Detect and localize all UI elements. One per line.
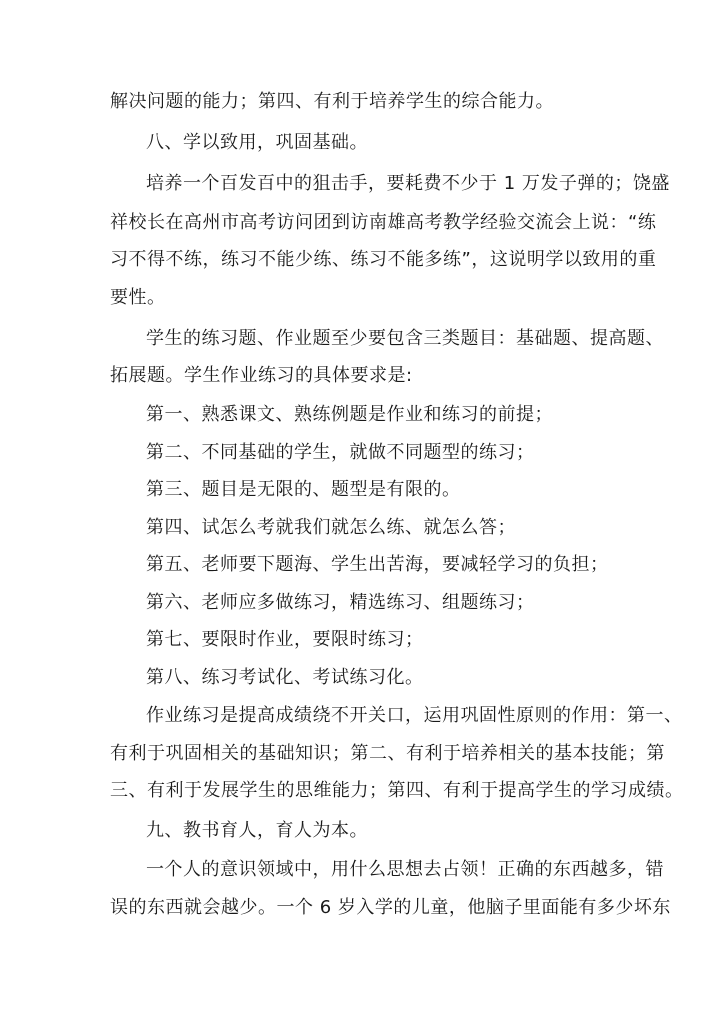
list-item-4: 第四、试怎么考就我们就怎么练、就怎么答； (146, 517, 516, 538)
list-item-8: 第八、练习考试化、考试练习化。 (146, 667, 424, 688)
text-line-6: 要性。 (110, 287, 166, 308)
text-line-4: 祥校长在高州市高考访问团到访南雄高考教学经验交流会上说：“练 (110, 212, 657, 233)
text-line-3: 培养一个百发百中的狙击手，要耗费不少于 1 万发子弹的；饶盛 (146, 173, 670, 194)
text-line-5: 习不得不练，练习不能少练、练习不能多练”，这说明学以致用的重 (110, 249, 657, 270)
list-item-2: 第二、不同基础的学生，就做不同题型的练习； (146, 442, 535, 463)
list-item-7: 第七、要限时作业，要限时练习； (146, 629, 424, 650)
text-line-7: 学生的练习题、作业题至少要包含三类题目：基础题、提高题、 (146, 328, 664, 349)
section-heading-8: 八、学以致用，巩固基础。 (146, 132, 368, 153)
text-line-18: 有利于巩固相关的基础知识；第二、有利于培养相关的基本技能；第 (110, 743, 665, 764)
list-item-5: 第五、老师要下题海、学生出苦海，要减轻学习的负担； (146, 554, 609, 575)
text-line-1: 解决问题的能力；第四、有利于培养学生的综合能力。 (110, 91, 554, 112)
text-line-8: 拓展题。学生作业练习的具体要求是: (110, 365, 413, 386)
text-line-19: 三、有利于发展学生的思维能力；第四、有利于提高学生的学习成绩。 (110, 780, 684, 801)
list-item-6: 第六、老师应多做练习，精选练习、组题练习； (146, 592, 535, 613)
text-line-21: 一个人的意识领域中，用什么思想去占领！正确的东西越多，错 (146, 859, 664, 880)
section-heading-9: 九、教书育人，育人为本。 (146, 820, 368, 841)
list-item-3: 第三、题目是无限的、题型是有限的。 (146, 479, 461, 500)
list-item-1: 第一、熟悉课文、熟练例题是作业和练习的前提； (146, 404, 553, 425)
text-line-17: 作业练习是提高成绩绕不开关口，运用巩固性原则的作用：第一、 (146, 705, 683, 726)
text-line-22: 误的东西就会越少。一个 6 岁入学的儿童，他脑子里面能有多少坏东 (110, 897, 671, 918)
